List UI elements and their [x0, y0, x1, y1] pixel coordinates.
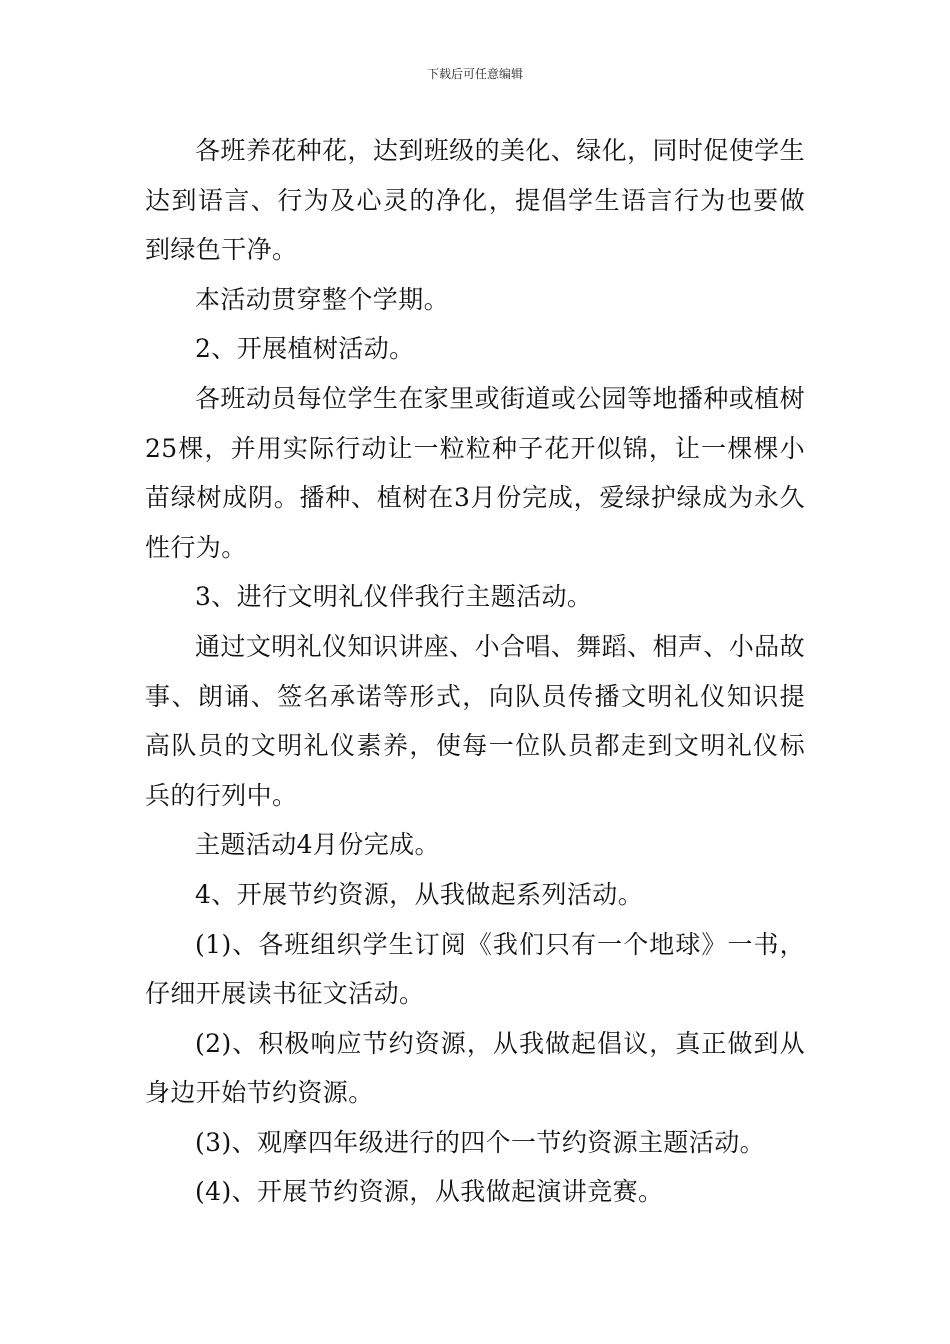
list-item-4: (4)、开展节约资源，从我做起演讲竞赛。	[195, 1177, 664, 1207]
list-item-1: (1)、各班组织学生订阅《我们只有一个地球》一书，仔细开展读书征文活动。	[145, 929, 805, 1009]
paragraph-flower-planting: 各班养花种花，达到班级的美化、绿化，同时促使学生达到语言、行为及心灵的净化，提倡学生语言行为也要做到绿色干净。	[145, 136, 805, 265]
heading-etiquette-activity: 3、进行文明礼仪伴我行主题活动。	[195, 582, 593, 612]
list-item-2: (2)、积极响应节约资源，从我做起倡议，真正做到从身边开始节约资源。	[145, 1028, 805, 1108]
paragraph-april-completion: 主题活动4月份完成。	[195, 830, 440, 860]
paragraph-tree-planting: 各班动员每位学生在家里或街道或公园等地播种或植树25棵，并用实际行动让一粒粒种子花开似锦，让一棵棵小苗绿树成阴。播种、植树在3月份完成，爱绿护绿成为永久性行为。	[145, 383, 805, 562]
paragraph-semester-note: 本活动贯穿整个学期。	[195, 284, 450, 314]
page-header: 下载后可任意编辑	[426, 67, 523, 81]
paragraph-etiquette-activity: 通过文明礼仪知识讲座、小合唱、舞蹈、相声、小品故事、朗诵、签名承诺等形式，向队员传播文明礼仪知识提高队员的文明礼仪素养，使每一位队员都走到文明礼仪标兵的行列中。	[145, 631, 805, 810]
list-item-3: (3)、观摩四年级进行的四个一节约资源主题活动。	[195, 1127, 766, 1157]
heading-tree-planting: 2、开展植树活动。	[195, 334, 415, 364]
heading-saving-resources: 4、开展节约资源，从我做起系列活动。	[195, 879, 644, 909]
document-body	[145, 126, 805, 1217]
